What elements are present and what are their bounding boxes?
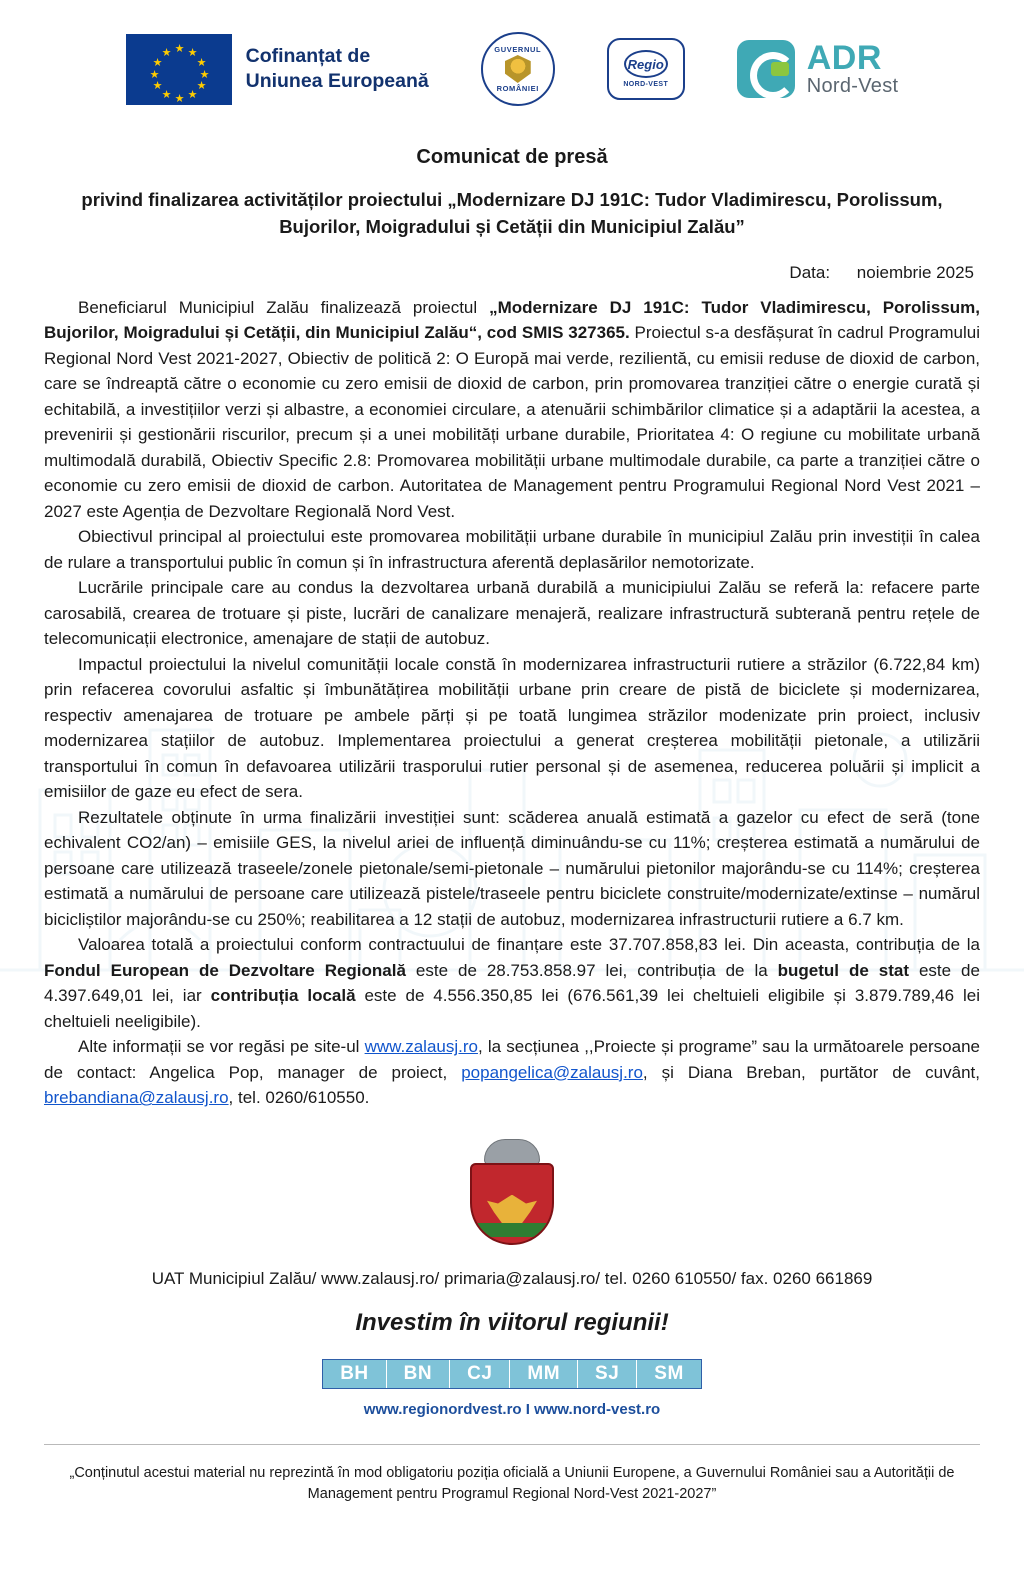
slogan: Investim în viitorul regiunii! [355,1308,669,1336]
county-code-bh: BH [323,1360,386,1388]
link-email-brebandiana[interactable]: brebandiana@zalausj.ro [44,1088,229,1108]
paragraph-5: Rezultatele obținute în urma finalizării investiției sunt: scăderea anuală estimată a gazelor cu efect de seră (tone echivalent CO2/an) – emisiile GES, la nivelul ariei de influență diminuându-se cu 11%; creșterea estimată a numărului de persoane care utilizează traseele/zonele pietonale/semi-pietonale – numărului pietonilor majorându-se cu 114%; creșterea estimată a numărului de persoane care utilizează pistele/traseele pentru biciclete construite/modernizate/extinse – numărul bicicliștilor majorându-se cu 250%; reabilitarea a 12 stații de autobuz, modernizarea infrastructurii rutiere a 6.7 km. [44,807,980,929]
paragraph-7 [44,1034,980,1111]
regio-logo-sub: NORD-VEST [623,81,669,88]
eu-cofinancing-logo [126,34,429,105]
uat-contact-line: UAT Municipiul Zalău/ www.zalausj.ro/ primaria@zalausj.ro/ tel. 0260 610550/ fax. 0260 661869 [151,1268,873,1288]
paragraph-6 [44,932,980,1034]
page-title: Comunicat de presă [416,146,608,168]
government-of-romania-logo [481,32,555,106]
county-code-bn: BN [387,1360,450,1388]
footer-websites: www.regionordvest.ro I www.nord-vest.ro [363,1400,661,1418]
county-code-sj: SJ [578,1360,637,1388]
p1-part-c: Proiectul s-a desfășurat în cadrul Programului Regional Nord Vest 2021-2027, Obiectiv de politică 2: O Europă mai verde, rezilientă, cu emisii reduse de dioxid de carbon, care se îndreaptă către o economie cu zero emisii de dioxid de carbon, prin promovarea tranziției către o energie curată și echitabilă, a investițiilor verzi și albastre, a economiei circulare, a atenuării schimbărilor climatice și a adaptării la acestea, a prevenirii și gestionării riscurilor, precum și a unei mobilități urbane durabile, Prioritatea 4: O regiune cu mobilitate urbană multimodală durabilă, Obiectiv Specific 2.8: Promovarea mobilității urbane multimodale durabile, ca parte a tranziției către o economie cu zero emisii de dioxid de carbon. Autoritatea de Management pentru Programului Regional Nord Vest 2021 – 2027 este Agenția de Dezvoltare Regională Nord Vest. [44,323,980,521]
eu-logo-text [246,44,429,94]
paragraph-3: Lucrările principale care au condus la dezvoltarea urbană durabilă a municipiului Zalău se referă la: refacere parte carosabilă, crearea de trotuare și piste, lucrări de canalizare menajeră, realizare infrastructură subterană pentru rețele de telecomunicații electronice, amenajare de stații de autobuz. [44,578,980,649]
date-value: noiembrie 2025 [856,262,974,282]
p1-project-name: „Modernizare DJ 191C: Tudor Vladimirescu, Porolissum, Bujorilor, Moigradului și Cetății, din Municipiul Zalău“, cod SMIS 327365. [44,297,981,343]
paragraph-2: Obiectivul principal al proiectului este promovarea mobilității urbane durabile în municipiul Zalău prin investiții în calea de rulare a transportului public în comun și în infrastructura aferentă deplasărilor nemotorizate. [44,527,980,572]
coa-green-band [472,1223,552,1237]
romania-crest-icon [505,55,531,83]
logo-row [44,26,980,112]
p7-part-a: Alte informații se vor regăsi pe site-ul [78,1037,365,1057]
p7-part-d: , tel. 0260/610550. [228,1088,370,1108]
county-code-mm: MM [510,1360,578,1388]
eu-flag-icon: ★ ★ ★ ★ ★ ★ ★ ★ ★ ★ ★ ★ [126,34,232,105]
adr-logo-text [807,41,899,97]
paragraph-1 [44,295,980,525]
eu-logo-line2: Uniunea Europeană [245,70,429,92]
adr-mark-icon [737,40,795,98]
document-body [44,295,980,1111]
coa-shield [470,1163,554,1245]
zalau-coat-of-arms-icon [466,1139,558,1247]
county-codes-group [322,1359,702,1389]
adr-logo-region: Nord-Vest [806,75,899,97]
regio-logo-word: Regio [624,50,668,78]
date-label: Data: [789,262,831,282]
p6-part-c: este de 28.753.858.97 lei, contribuția de la [405,960,778,980]
county-code-sm: SM [637,1360,701,1388]
footer-disclaimer: „Conținutul acestui material nu reprezintă în mod obligatoriu poziția oficială a Uniunii Europene, a Guvernului României sau a Autorității de Management pentru Programul Regional Nord-Vest 2021-2027” [44,1444,980,1505]
date-line [44,263,974,283]
gov-logo-bottom-text: ROMÂNIEI [496,84,539,93]
p7-part-c: , și Diana Breban, purtător de cuvânt, [642,1062,980,1082]
county-codes-bar [44,1359,980,1389]
p7-part-b: , la secțiunea ,,Proiecte și programe” sau la următoarele persoane de contact: Angelica Pop, manager de proiect, [44,1037,980,1082]
p6-contributie-locala: contribuția locală [210,986,356,1006]
adr-nord-vest-logo [737,40,899,98]
eu-logo-line1: Cofinanțat de [245,45,371,68]
p6-part-a: Valoarea totală a proiectului conform contractuului de finanțare este 37.707.858,83 lei. Din aceasta, contribuția de la [78,935,980,955]
p6-buget-stat: bugetul de stat [777,960,910,980]
link-website-zalausj[interactable]: www.zalausj.ro [364,1037,478,1057]
gov-logo-top-text: GUVERNUL [494,45,542,54]
coat-of-arms-wrapper [44,1139,980,1247]
coa-helmet [484,1139,540,1165]
p6-part-g: este de 4.556.350,85 lei (676.561,39 lei cheltuieli eligibile și 3.879.789,46 lei cheltuieli neeligibile). [44,986,980,1031]
paragraph-4: Impactul proiectului la nivelul comunității locale constă în modernizarea infrastructurii rutiere a străzilor (6.722,84 km) prin refacerea covorului asfaltic și îmbunătățirea mobilității urbane prin creare de pistă de biciclete și modernizarea, respectiv amenajarea de trotuare pe ambele părți și pe toată lungimea străzilor modenizate prin proiect, inclusiv modernizarea stațiilor de autobuz. Implementarea proiectului a generat creșterea mobilității pietonale, a utilizării transportului în comun în defavoarea utilizării trasporului rutier personal și de asemenea, reducerea poluării și implicit a emisiilor de gaze eu efect de sera. [44,654,980,802]
p6-fedr: Fondul European de Dezvoltare Regională [44,960,406,980]
p6-part-e: este de 4.397.649,01 lei, iar [44,960,980,1006]
county-code-cj: CJ [450,1360,510,1388]
page-subtitle: privind finalizarea activităților proiectului „Modernizare DJ 191C: Tudor Vladimirescu, Porolissum, Bujorilor, Moigradului și Cetății din Municipiul Zalău” [81,189,943,237]
link-email-popangelica[interactable]: popangelica@zalausj.ro [461,1062,643,1082]
regio-nord-vest-logo [607,38,685,100]
p1-part-a: Beneficiarul Municipiul Zalău finalizează proiectul [78,297,490,317]
adr-logo-name: ADR [806,39,882,77]
